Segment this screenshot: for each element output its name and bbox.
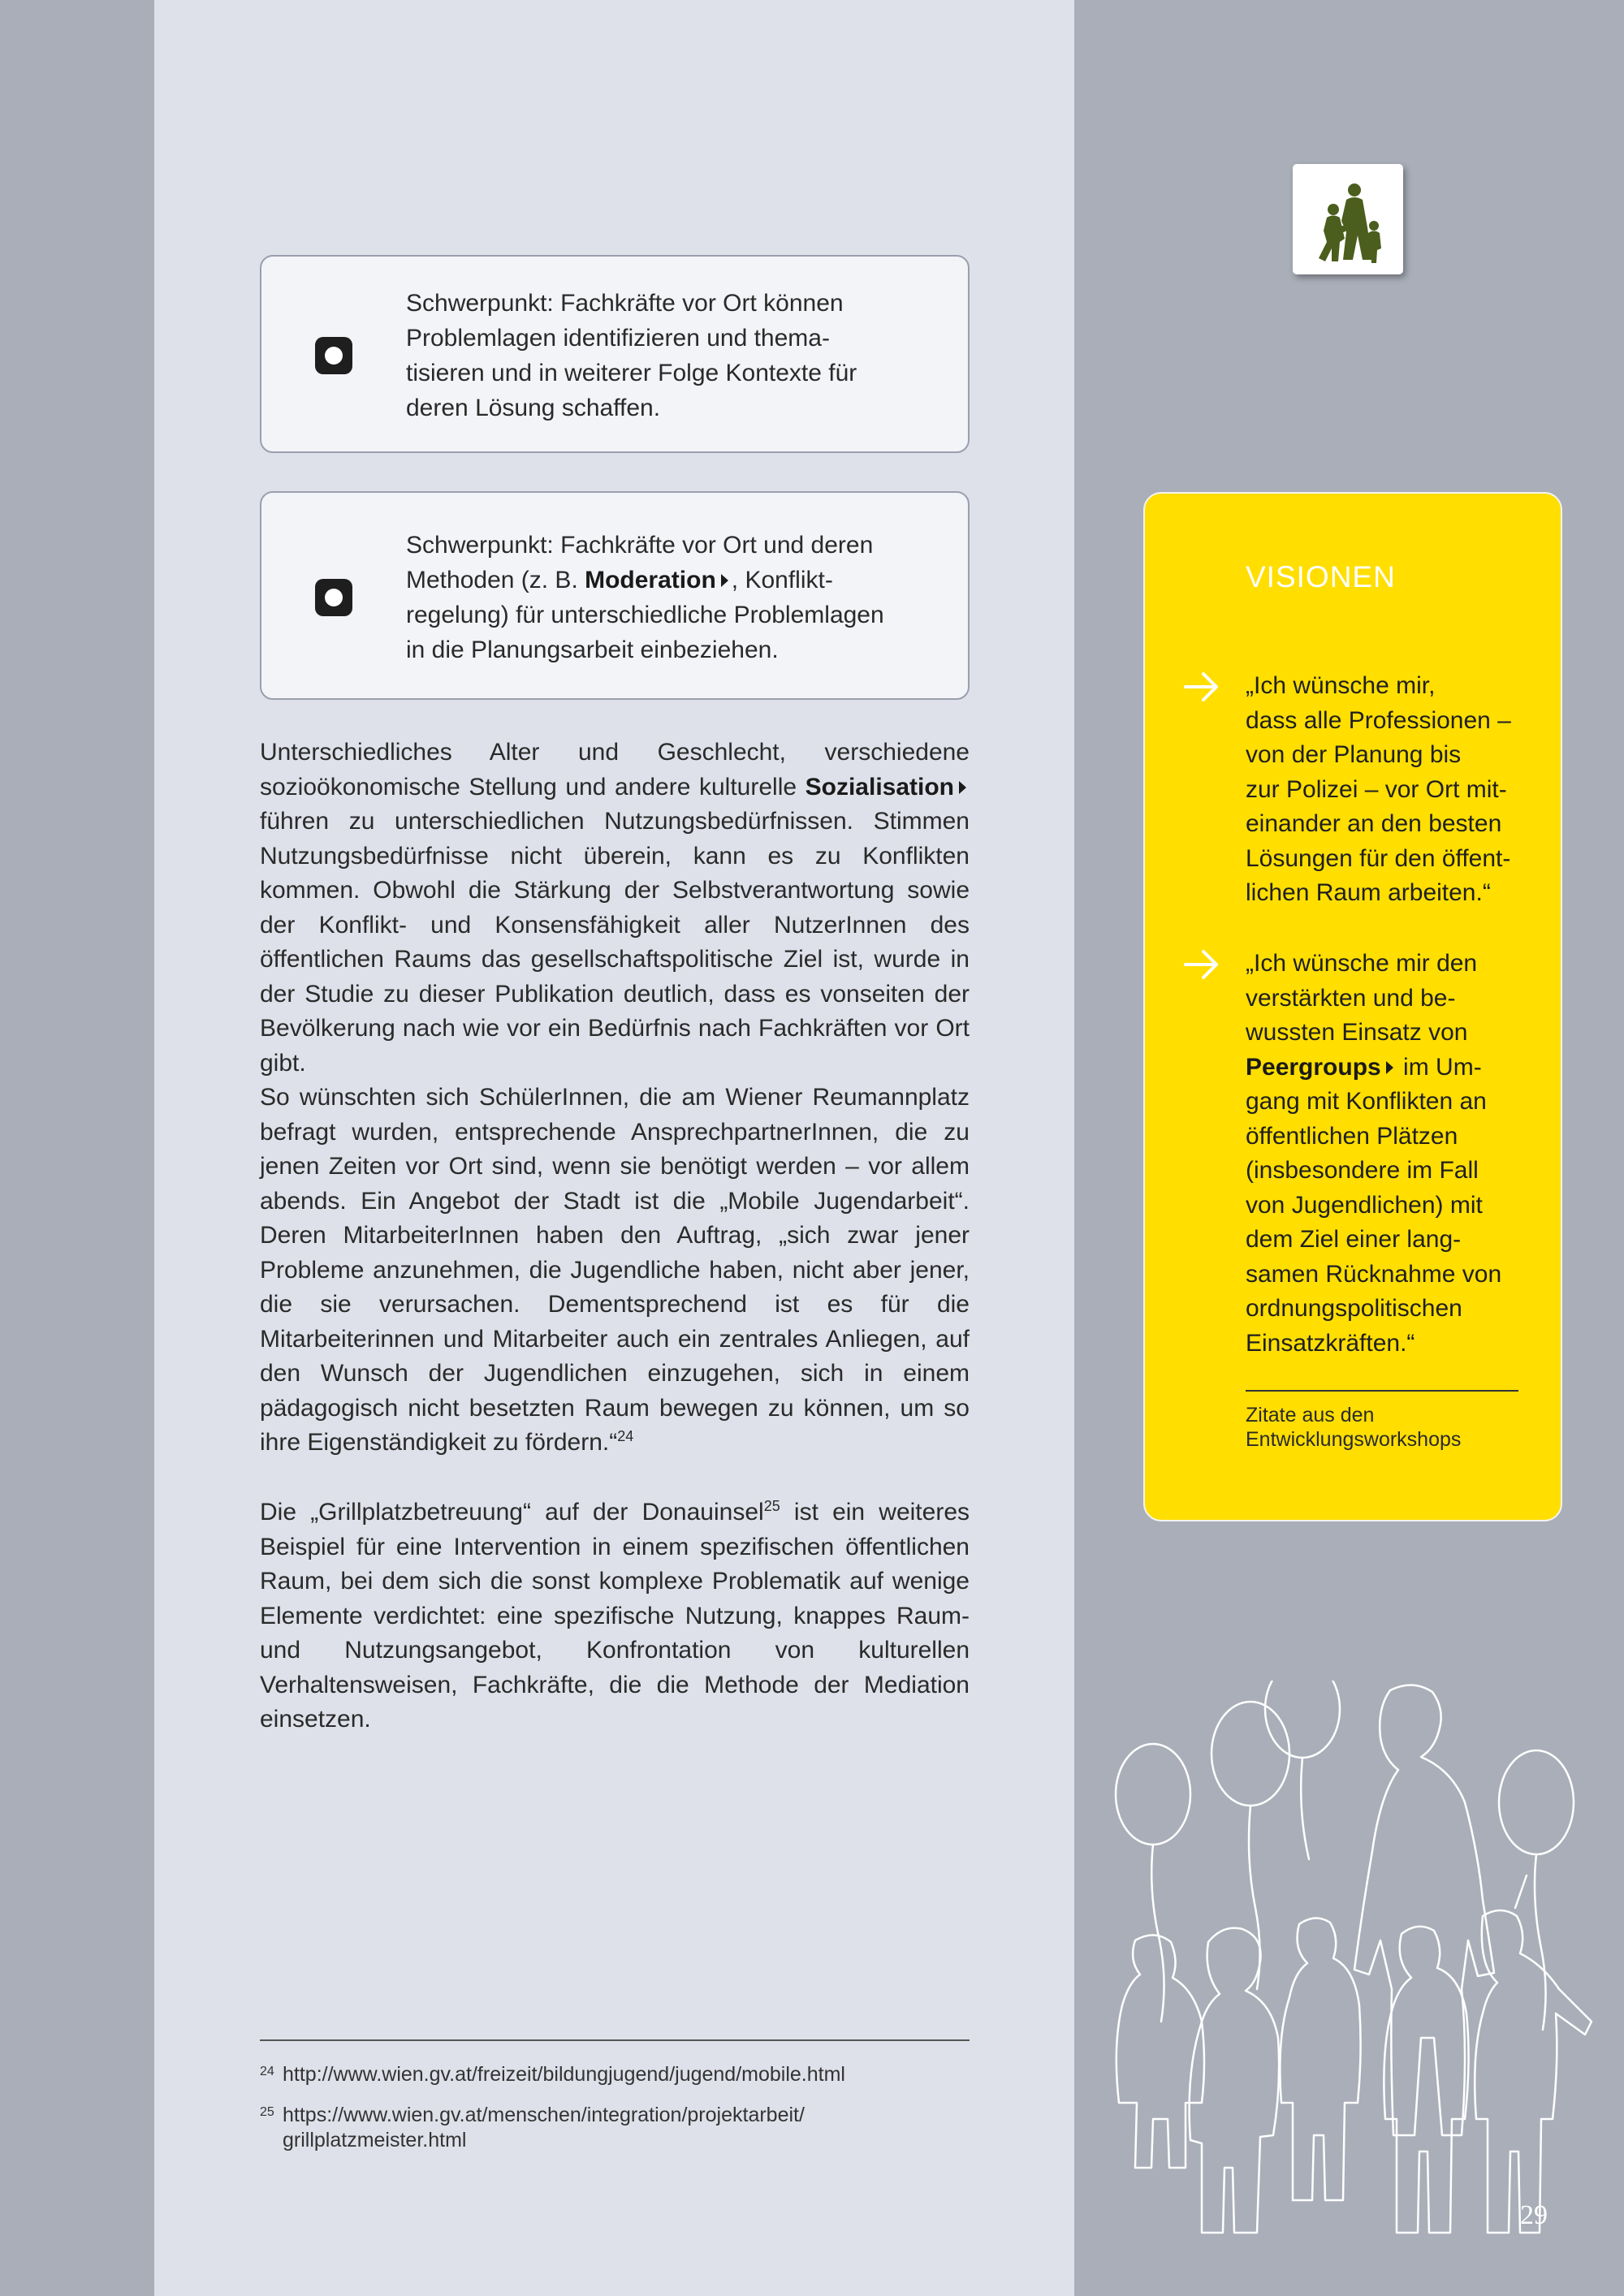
quote-line: von der Planung bis	[1246, 741, 1462, 768]
focus-box-1	[260, 255, 970, 453]
visionen-divider	[1246, 1390, 1518, 1392]
quote-line: samen Rücknahme von	[1246, 1260, 1502, 1288]
focus-box-1-text	[406, 286, 926, 425]
focus-box-2-line	[406, 563, 926, 598]
glossary-term-sozialisation[interactable]: Sozialisation	[805, 773, 954, 801]
paragraph-1-text: Unterschiedliches Alter und Geschlecht, verschiedene sozioökonomische Stellung und andere kulturelle	[260, 739, 970, 801]
paragraph-1-text: führen zu unterschiedlichen Nutzungsbedürfnissen. Stimmen Nutzungsbedürfnisse nicht überein, kann es zu Konflikten kommen. Obwohl die Stärkung der Selbstverantwortung sowie der Konflikt- und Konsensfähigkeit aller NutzerInnen des öffentlichen Raums das gesellschaftspolitische Ziel ist, wurde in der Studie zu dieser Publikation deutlich, dass es vonseiten der Bevölkerung nach wie vor ein Bedürfnis nach Fachkräften vor Ort gibt.	[260, 808, 970, 1077]
page-number: 29	[1520, 2200, 1548, 2230]
glossary-triangle-icon	[1386, 1061, 1393, 1074]
footnote-ref-25[interactable]: 25	[763, 1498, 780, 1514]
footnote-link[interactable]: http://www.wien.gv.at/freizeit/bildungjugend/jugend/mobile.html	[283, 2063, 845, 2086]
focus-box-2-line: regelung) für unterschiedliche Problemlagen	[406, 602, 884, 628]
family-silhouette-graphic	[1293, 164, 1403, 274]
quote-line: „Ich wünsche mir,	[1246, 672, 1436, 699]
quote-line	[1246, 1051, 1530, 1085]
focus-box-1-line: Schwerpunkt: Fachkräfte vor Ort können	[406, 290, 844, 317]
paragraph-2	[260, 1081, 970, 1461]
footnote-divider	[260, 2039, 970, 2041]
family-silhouette-icon	[1293, 164, 1403, 274]
visionen-title: VISIONEN	[1246, 560, 1396, 593]
quote-line: ordnungspolitischen	[1246, 1295, 1462, 1322]
quote-line: dass alle Professionen –	[1246, 706, 1511, 734]
footnote-link[interactable]	[283, 2103, 883, 2153]
paragraph-1	[260, 736, 970, 1081]
arrow-right-icon	[1184, 671, 1221, 703]
quote-line: wussten Einsatz von	[1246, 1019, 1468, 1046]
focus-box-2	[260, 491, 970, 700]
visionen-box	[1143, 492, 1562, 1521]
focus-box-1-line: tisieren und in weiterer Folge Kontexte für	[406, 360, 857, 386]
quote-source	[1246, 1403, 1522, 1452]
footnote-ref-24[interactable]: 24	[617, 1428, 634, 1444]
paragraph-2-text: So wünschten sich SchülerInnen, die am Wiener Reumannplatz befragt wurden, entsprechende AnsprechpartnerInnen, die zu jenen Zeiten vor Ort sind, wenn sie benötigt werden – vor allem abends. Ein Angebot der Stadt ist die „Mobile Jugendarbeit“. Deren MitarbeiterInnen haben den Auftrag, „sich zwar jener Probleme anzunehmen, die Jugendliche haben, nicht aber jener, die sie verursachen. Dementsprechend ist es für die Mitarbeiterinnen und Mitarbeiter auch ein zentrales Anliegen, auf den Wunsch der Jugendlichen einzugehen, sich in einem pädagogisch nicht besetzten Raum bewegen zu können, um so ihre Eigenständigkeit zu fördern.“	[260, 1084, 970, 1456]
footnote-link-line: grillplatzmeister.html	[283, 2129, 467, 2151]
quote-line: lichen Raum arbeiten.“	[1246, 879, 1491, 906]
square-bullet-icon	[315, 337, 352, 374]
footnote-link-line: https://www.wien.gv.at/menschen/integration/projektarbeit/	[283, 2104, 805, 2126]
quote-line: einander an den besten	[1246, 810, 1502, 837]
footnote-number: 24	[260, 2065, 274, 2078]
quote-2	[1246, 947, 1530, 1361]
focus-box-2-text-part: , Konflikt-	[731, 567, 833, 593]
arrow-right-icon	[1184, 948, 1221, 981]
glossary-term-moderation[interactable]: Moderation	[585, 567, 716, 593]
paragraph-3-text: Die „Grillplatzbetreuung“ auf der Donauinsel	[260, 1499, 764, 1526]
quote-source-line: Zitate aus den	[1246, 1404, 1375, 1426]
quote-line: Einsatzkräften.“	[1246, 1329, 1415, 1357]
footnote-number: 25	[260, 2105, 274, 2119]
square-bullet-icon	[315, 579, 352, 616]
glossary-term-peergroups[interactable]: Peergroups	[1246, 1053, 1381, 1081]
glossary-triangle-icon	[959, 781, 966, 794]
focus-box-1-line: Problemlagen identifizieren und thema-	[406, 325, 830, 352]
focus-box-2-text-part: Methoden (z. B.	[406, 567, 585, 593]
quote-line: verstärkten und be-	[1246, 984, 1456, 1012]
quote-line: öffentlichen Plätzen	[1246, 1122, 1458, 1150]
quote-source-line: Entwicklungsworkshops	[1246, 1428, 1462, 1451]
quote-line: Lösungen für den öffent-	[1246, 844, 1511, 872]
quote-1	[1246, 669, 1530, 911]
quote-text-part: im Um-	[1396, 1053, 1482, 1081]
focus-box-1-line: deren Lösung schaffen.	[406, 395, 661, 421]
focus-box-2-line: in die Planungsarbeit einbeziehen.	[406, 637, 779, 663]
quote-line: gang mit Konflikten an	[1246, 1088, 1487, 1115]
glossary-triangle-icon	[721, 574, 728, 587]
paragraph-3-text: ist ein weiteres Beispiel für eine Intervention in einem spezifischen öffentlichen Raum, bei dem sich die sonst komplexe Problematik auf wenige Elemente verdichtet: eine spezifische Nutzung, knappes Raum- und Nutzungsangebot, Konfrontation von kulturellen Verhaltensweisen, Fachkräfte, die die Methode der Mediation einsetzen.	[260, 1499, 970, 1733]
quote-line: zur Polizei – vor Ort mit-	[1246, 775, 1507, 803]
quote-line: (insbesondere im Fall	[1246, 1157, 1479, 1184]
quote-line: „Ich wünsche mir den	[1246, 950, 1478, 977]
quote-line: dem Ziel einer lang-	[1246, 1226, 1462, 1253]
focus-box-2-text	[406, 528, 926, 667]
quote-line: von Jugendlichen) mit	[1246, 1191, 1483, 1219]
focus-box-2-line: Schwerpunkt: Fachkräfte vor Ort und deren	[406, 532, 874, 559]
paragraph-3	[260, 1495, 970, 1737]
